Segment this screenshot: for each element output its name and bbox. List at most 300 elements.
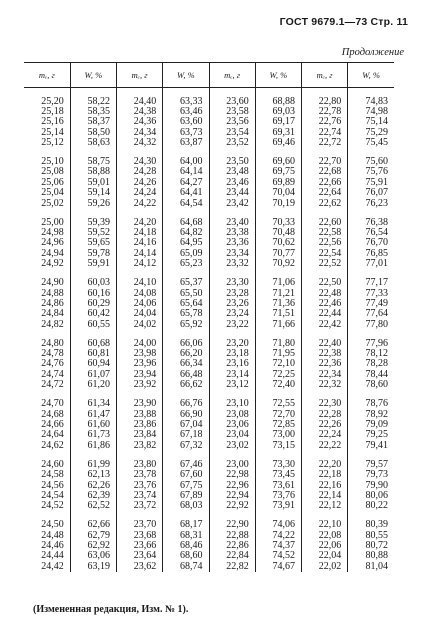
moisture-cell: 66,06 — [163, 339, 209, 349]
mass-cell: 22,28 — [302, 410, 348, 420]
mass-cell: 22,80 — [302, 97, 348, 107]
moisture-cell: 65,78 — [163, 309, 209, 319]
mass-cell: 24,34 — [117, 128, 163, 138]
moisture-cell: 74,22 — [255, 531, 301, 541]
mass-cell: 22,18 — [302, 470, 348, 480]
mass-cell: 23,68 — [117, 531, 163, 541]
mass-cell: 24,98 — [41, 226, 64, 238]
mass-cell: 24,44 — [41, 550, 64, 562]
mass-cell: 22,58 — [302, 228, 348, 238]
mass-cell: 24,72 — [41, 379, 64, 391]
mass-cell: 24,48 — [41, 529, 64, 541]
table-row — [24, 501, 394, 511]
moisture-cell: 63,46 — [163, 107, 209, 117]
moisture-cell: 69,89 — [255, 178, 301, 188]
mass-cell: 22,04 — [302, 551, 348, 561]
moisture-cell: 76,07 — [348, 188, 394, 198]
mass-cell: 22,20 — [302, 460, 348, 470]
mass-cell: 23,76 — [117, 481, 163, 491]
mass-cell: 22,56 — [302, 238, 348, 248]
mass-cell: 23,24 — [209, 309, 255, 319]
moisture-cell: 72,40 — [255, 380, 301, 390]
moisture-cell: 67,04 — [163, 420, 209, 430]
table-row — [24, 399, 394, 409]
moisture-cell: 78,44 — [348, 370, 394, 380]
moisture-cell: 58,22 — [70, 97, 116, 107]
moisture-cell: 75,91 — [348, 178, 394, 188]
moisture-cell: 64,41 — [163, 188, 209, 198]
mass-cell: 22,40 — [302, 339, 348, 349]
moisture-cell: 69,03 — [255, 107, 301, 117]
moisture-cell: 67,89 — [163, 491, 209, 501]
mass-cell: 22,36 — [302, 359, 348, 369]
mass-cell: 24,36 — [117, 117, 163, 127]
mass-cell: 23,38 — [209, 228, 255, 238]
mass-cell: 22,06 — [302, 541, 348, 551]
moisture-cell: 66,34 — [163, 359, 209, 369]
mass-cell: 23,16 — [209, 359, 255, 369]
moisture-cell: 74,67 — [255, 562, 301, 572]
mass-cell: 24,74 — [41, 368, 64, 380]
mass-cell: 24,54 — [41, 489, 64, 501]
mass-cell: 25,06 — [41, 176, 64, 188]
mass-cell: 24,52 — [41, 500, 64, 512]
moisture-cell: 72,25 — [255, 370, 301, 380]
mass-cell: 23,56 — [209, 117, 255, 127]
mass-cell: 25,00 — [41, 216, 64, 228]
mass-cell: 23,30 — [209, 278, 255, 288]
mass-cell: 23,04 — [209, 430, 255, 440]
moisture-cell: 73,30 — [255, 460, 301, 470]
mass-cell: 24,00 — [117, 339, 163, 349]
moisture-cell: 69,60 — [255, 157, 301, 167]
moisture-cell: 77,64 — [348, 309, 394, 319]
moisture-cell: 65,92 — [163, 320, 209, 330]
moisture-cell: 60,81 — [70, 349, 116, 359]
moisture-cell: 73,00 — [255, 430, 301, 440]
moisture-cell: 69,31 — [255, 128, 301, 138]
mass-cell: 22,72 — [302, 138, 348, 148]
mass-cell: 22,88 — [209, 531, 255, 541]
table-row — [24, 278, 394, 288]
table-row — [24, 470, 394, 480]
moisture-cell: 76,85 — [348, 249, 394, 259]
mass-cell: 24,56 — [41, 479, 64, 491]
moisture-cell: 76,54 — [348, 228, 394, 238]
mass-cell: 23,58 — [209, 107, 255, 117]
mass-cell: 23,14 — [209, 370, 255, 380]
moisture-cell: 59,91 — [70, 259, 116, 269]
mass-cell: 23,06 — [209, 420, 255, 430]
moisture-cell: 68,17 — [163, 520, 209, 530]
mass-cell: 25,20 — [41, 95, 64, 107]
moisture-cell: 72,10 — [255, 359, 301, 369]
mass-cell: 22,26 — [302, 420, 348, 430]
mass-cell: 23,44 — [209, 188, 255, 198]
moisture-cell: 60,16 — [70, 289, 116, 299]
mass-cell: 24,10 — [117, 278, 163, 288]
mass-cell: 24,82 — [41, 318, 64, 330]
mass-cell: 24,90 — [41, 277, 64, 289]
moisture-cell: 61,34 — [70, 399, 116, 409]
mass-cell: 24,26 — [117, 178, 163, 188]
moisture-cell: 66,76 — [163, 399, 209, 409]
mass-cell: 24,20 — [117, 218, 163, 228]
moisture-cell: 74,83 — [348, 97, 394, 107]
mass-cell: 24,80 — [41, 337, 64, 349]
mass-cell: 24,92 — [41, 258, 64, 270]
moisture-cell: 69,75 — [255, 167, 301, 177]
table-row — [24, 441, 394, 451]
mass-cell: 24,66 — [41, 418, 64, 430]
moisture-cell: 77,33 — [348, 289, 394, 299]
mass-cell: 24,88 — [41, 287, 64, 299]
moisture-cell: 75,14 — [348, 117, 394, 127]
moisture-cell: 67,32 — [163, 441, 209, 451]
moisture-cell: 75,29 — [348, 128, 394, 138]
mass-cell: 23,08 — [209, 410, 255, 420]
mass-cell: 23,40 — [209, 218, 255, 228]
moisture-cell: 59,26 — [70, 199, 116, 209]
moisture-cell: 69,46 — [255, 138, 301, 148]
moisture-cell: 79,57 — [348, 460, 394, 470]
moisture-cell: 58,88 — [70, 167, 116, 177]
moisture-cell: 78,28 — [348, 359, 394, 369]
mass-cell: 24,18 — [117, 228, 163, 238]
moisture-cell: 79,73 — [348, 470, 394, 480]
moisture-cell: 77,17 — [348, 278, 394, 288]
moisture-cell: 63,06 — [70, 551, 116, 561]
moisture-cell: 65,09 — [163, 249, 209, 259]
moisture-cell: 74,37 — [255, 541, 301, 551]
moisture-cell: 70,77 — [255, 249, 301, 259]
moisture-cell: 77,01 — [348, 259, 394, 269]
moisture-cell: 59,01 — [70, 178, 116, 188]
mass-cell: 24,08 — [117, 289, 163, 299]
mass-cell: 23,20 — [209, 339, 255, 349]
moisture-cell: 64,00 — [163, 157, 209, 167]
moisture-cell: 73,15 — [255, 441, 301, 451]
moisture-cell: 66,90 — [163, 410, 209, 420]
moisture-cell: 80,88 — [348, 551, 394, 561]
mass-cell: 25,18 — [41, 105, 64, 117]
moisture-cell: 70,19 — [255, 199, 301, 209]
moisture-cell: 68,74 — [163, 562, 209, 572]
mass-cell: 24,76 — [41, 358, 64, 370]
mass-cell: 25,12 — [41, 137, 64, 149]
moisture-cell: 61,86 — [70, 441, 116, 451]
mass-cell: 23,28 — [209, 289, 255, 299]
moisture-cell: 76,38 — [348, 218, 394, 228]
moisture-cell: 73,45 — [255, 470, 301, 480]
moisture-cell: 74,98 — [348, 107, 394, 117]
moisture-cell: 64,14 — [163, 167, 209, 177]
mass-cell: 24,38 — [117, 107, 163, 117]
mass-cell: 22,30 — [302, 399, 348, 409]
mass-cell: 23,34 — [209, 249, 255, 259]
mass-cell: 22,44 — [302, 309, 348, 319]
mass-cell: 22,84 — [209, 551, 255, 561]
mass-cell: 22,34 — [302, 370, 348, 380]
moisture-cell: 73,61 — [255, 481, 301, 491]
moisture-cell: 67,46 — [163, 460, 209, 470]
moisture-cell: 80,06 — [348, 491, 394, 501]
mass-cell: 22,46 — [302, 299, 348, 309]
moisture-cell: 70,92 — [255, 259, 301, 269]
moisture-cell: 63,60 — [163, 117, 209, 127]
mass-cell: 22,52 — [302, 259, 348, 269]
mass-cell: 22,94 — [209, 491, 255, 501]
mass-cell: 22,96 — [209, 481, 255, 491]
table-row — [24, 199, 394, 209]
moisture-cell: 59,78 — [70, 249, 116, 259]
mass-cell: 23,32 — [209, 259, 255, 269]
moisture-cell: 79,09 — [348, 420, 394, 430]
mass-cell: 24,46 — [41, 540, 64, 552]
moisture-cell: 70,33 — [255, 218, 301, 228]
mass-cell: 25,04 — [41, 187, 64, 199]
moisture-cell: 78,60 — [348, 380, 394, 390]
column-header-mass: mₑ, г — [209, 63, 255, 88]
moisture-cell: 65,64 — [163, 299, 209, 309]
mass-cell: 22,22 — [302, 441, 348, 451]
mass-cell: 22,10 — [302, 520, 348, 530]
moisture-cell: 58,75 — [70, 157, 116, 167]
moisture-cell: 75,76 — [348, 167, 394, 177]
mass-cell: 24,70 — [41, 398, 64, 410]
mass-cell: 23,88 — [117, 410, 163, 420]
moisture-cell: 67,75 — [163, 481, 209, 491]
moisture-cell: 68,31 — [163, 531, 209, 541]
moisture-cell: 79,41 — [348, 441, 394, 451]
mass-cell: 24,40 — [117, 97, 163, 107]
mass-cell: 23,02 — [209, 441, 255, 451]
mass-cell: 22,62 — [302, 199, 348, 209]
moisture-cell: 80,55 — [348, 531, 394, 541]
moisture-cell: 62,39 — [70, 491, 116, 501]
moisture-cell: 80,39 — [348, 520, 394, 530]
moisture-cell: 61,60 — [70, 420, 116, 430]
mass-cell: 22,16 — [302, 481, 348, 491]
moisture-cell: 59,52 — [70, 228, 116, 238]
moisture-cell: 68,46 — [163, 541, 209, 551]
moisture-cell: 77,96 — [348, 339, 394, 349]
moisture-cell: 58,50 — [70, 128, 116, 138]
mass-cell: 23,48 — [209, 167, 255, 177]
moisture-cell: 66,48 — [163, 370, 209, 380]
table-row — [24, 380, 394, 390]
moisture-cell: 60,94 — [70, 359, 116, 369]
mass-cell: 23,78 — [117, 470, 163, 480]
mass-cell: 24,62 — [41, 439, 64, 451]
moisture-cell: 70,48 — [255, 228, 301, 238]
moisture-cell: 72,85 — [255, 420, 301, 430]
mass-cell: 22,38 — [302, 349, 348, 359]
mass-cell: 22,14 — [302, 491, 348, 501]
mass-cell: 23,18 — [209, 349, 255, 359]
moisture-cell: 60,55 — [70, 320, 116, 330]
moisture-cell: 67,60 — [163, 470, 209, 480]
mass-cell: 24,50 — [41, 519, 64, 531]
moisture-cell: 74,52 — [255, 551, 301, 561]
mass-cell: 23,42 — [209, 199, 255, 209]
moisture-cell: 68,60 — [163, 551, 209, 561]
moisture-cell: 61,07 — [70, 370, 116, 380]
mass-cell: 25,02 — [41, 197, 64, 209]
moisture-cell: 59,65 — [70, 238, 116, 248]
mass-cell: 22,98 — [209, 470, 255, 480]
mass-cell: 24,30 — [117, 157, 163, 167]
column-header-moisture: W, % — [255, 63, 301, 88]
moisture-cell: 71,95 — [255, 349, 301, 359]
moisture-cell: 62,52 — [70, 501, 116, 511]
mass-cell: 22,48 — [302, 289, 348, 299]
moisture-cell: 69,17 — [255, 117, 301, 127]
mass-cell: 24,28 — [117, 167, 163, 177]
mass-cell: 22,78 — [302, 107, 348, 117]
mass-cell: 22,32 — [302, 380, 348, 390]
mass-cell: 22,64 — [302, 188, 348, 198]
moisture-table — [24, 62, 394, 572]
moisture-cell: 81,04 — [348, 562, 394, 572]
moisture-cell: 65,23 — [163, 259, 209, 269]
moisture-cell: 78,12 — [348, 349, 394, 359]
mass-cell: 24,12 — [117, 259, 163, 269]
moisture-cell: 62,26 — [70, 481, 116, 491]
mass-cell: 24,94 — [41, 247, 64, 259]
moisture-cell: 71,36 — [255, 299, 301, 309]
moisture-cell: 61,47 — [70, 410, 116, 420]
moisture-cell: 63,73 — [163, 128, 209, 138]
table-body — [24, 88, 394, 573]
mass-cell: 24,60 — [41, 458, 64, 470]
mass-cell: 24,58 — [41, 469, 64, 481]
moisture-cell: 72,70 — [255, 410, 301, 420]
mass-cell: 23,98 — [117, 349, 163, 359]
mass-cell: 23,22 — [209, 320, 255, 330]
column-header-moisture: W, % — [348, 63, 394, 88]
moisture-cell: 58,63 — [70, 138, 116, 148]
moisture-cell: 64,82 — [163, 228, 209, 238]
mass-cell: 23,80 — [117, 460, 163, 470]
mass-cell: 22,70 — [302, 157, 348, 167]
mass-cell: 24,04 — [117, 309, 163, 319]
moisture-cell: 64,95 — [163, 238, 209, 248]
moisture-cell: 61,99 — [70, 460, 116, 470]
moisture-cell: 68,88 — [255, 97, 301, 107]
moisture-cell: 64,54 — [163, 199, 209, 209]
mass-cell: 24,64 — [41, 429, 64, 441]
document-header: ГОСТ 9679.1—73 Стр. 11 — [279, 16, 408, 28]
mass-cell: 23,10 — [209, 399, 255, 409]
moisture-cell: 80,22 — [348, 501, 394, 511]
moisture-cell: 71,21 — [255, 289, 301, 299]
moisture-cell: 58,35 — [70, 107, 116, 117]
moisture-cell: 62,66 — [70, 520, 116, 530]
moisture-cell: 74,06 — [255, 520, 301, 530]
mass-cell: 23,96 — [117, 359, 163, 369]
mass-cell: 24,24 — [117, 188, 163, 198]
mass-cell: 25,14 — [41, 126, 64, 138]
mass-cell: 25,08 — [41, 166, 64, 178]
mass-cell: 22,50 — [302, 278, 348, 288]
moisture-cell: 64,68 — [163, 218, 209, 228]
mass-cell: 24,84 — [41, 308, 64, 320]
mass-cell: 23,94 — [117, 370, 163, 380]
mass-cell: 22,60 — [302, 218, 348, 228]
moisture-cell: 60,03 — [70, 278, 116, 288]
moisture-cell: 76,70 — [348, 238, 394, 248]
mass-cell: 23,26 — [209, 299, 255, 309]
moisture-cell: 66,20 — [163, 349, 209, 359]
mass-cell: 23,60 — [209, 97, 255, 107]
mass-cell: 22,12 — [302, 501, 348, 511]
moisture-cell: 60,68 — [70, 339, 116, 349]
mass-cell: 23,12 — [209, 380, 255, 390]
moisture-cell: 60,29 — [70, 299, 116, 309]
mass-cell: 22,74 — [302, 128, 348, 138]
moisture-cell: 67,18 — [163, 430, 209, 440]
mass-cell: 24,32 — [117, 138, 163, 148]
moisture-cell: 75,60 — [348, 157, 394, 167]
column-header-moisture: W, % — [163, 63, 209, 88]
mass-cell: 22,54 — [302, 249, 348, 259]
mass-cell: 22,08 — [302, 531, 348, 541]
mass-cell: 23,92 — [117, 380, 163, 390]
moisture-cell: 62,13 — [70, 470, 116, 480]
moisture-cell: 75,45 — [348, 138, 394, 148]
footnote: (Измененная редакция, Изм. № 1). — [33, 604, 189, 615]
mass-cell: 23,72 — [117, 501, 163, 511]
moisture-cell: 71,06 — [255, 278, 301, 288]
mass-cell: 24,06 — [117, 299, 163, 309]
table-header-row — [24, 63, 394, 88]
mass-cell: 22,68 — [302, 167, 348, 177]
moisture-cell: 61,20 — [70, 380, 116, 390]
mass-cell: 23,62 — [117, 562, 163, 572]
mass-cell: 23,36 — [209, 238, 255, 248]
table-row — [24, 138, 394, 148]
mass-cell: 23,50 — [209, 157, 255, 167]
mass-cell: 24,68 — [41, 408, 64, 420]
table-row — [24, 320, 394, 330]
moisture-cell: 60,42 — [70, 309, 116, 319]
mass-cell: 24,78 — [41, 348, 64, 360]
moisture-cell: 63,19 — [70, 562, 116, 572]
column-header-mass: mₑ, г — [117, 63, 163, 88]
mass-cell: 24,96 — [41, 237, 64, 249]
moisture-cell: 66,62 — [163, 380, 209, 390]
moisture-cell: 80,72 — [348, 541, 394, 551]
moisture-cell: 73,91 — [255, 501, 301, 511]
moisture-cell: 70,62 — [255, 238, 301, 248]
mass-cell: 24,42 — [41, 560, 64, 572]
mass-cell: 23,82 — [117, 441, 163, 451]
mass-cell: 22,76 — [302, 117, 348, 127]
mass-cell: 22,42 — [302, 320, 348, 330]
moisture-cell: 73,76 — [255, 491, 301, 501]
moisture-cell: 71,66 — [255, 320, 301, 330]
mass-cell: 23,86 — [117, 420, 163, 430]
mass-cell: 22,02 — [302, 562, 348, 572]
moisture-cell: 78,76 — [348, 399, 394, 409]
moisture-cell: 62,79 — [70, 531, 116, 541]
moisture-cell: 79,90 — [348, 481, 394, 491]
table-row — [24, 259, 394, 269]
mass-cell: 25,16 — [41, 116, 64, 128]
column-header-mass: mₑ, г — [24, 63, 70, 88]
mass-cell: 23,54 — [209, 128, 255, 138]
